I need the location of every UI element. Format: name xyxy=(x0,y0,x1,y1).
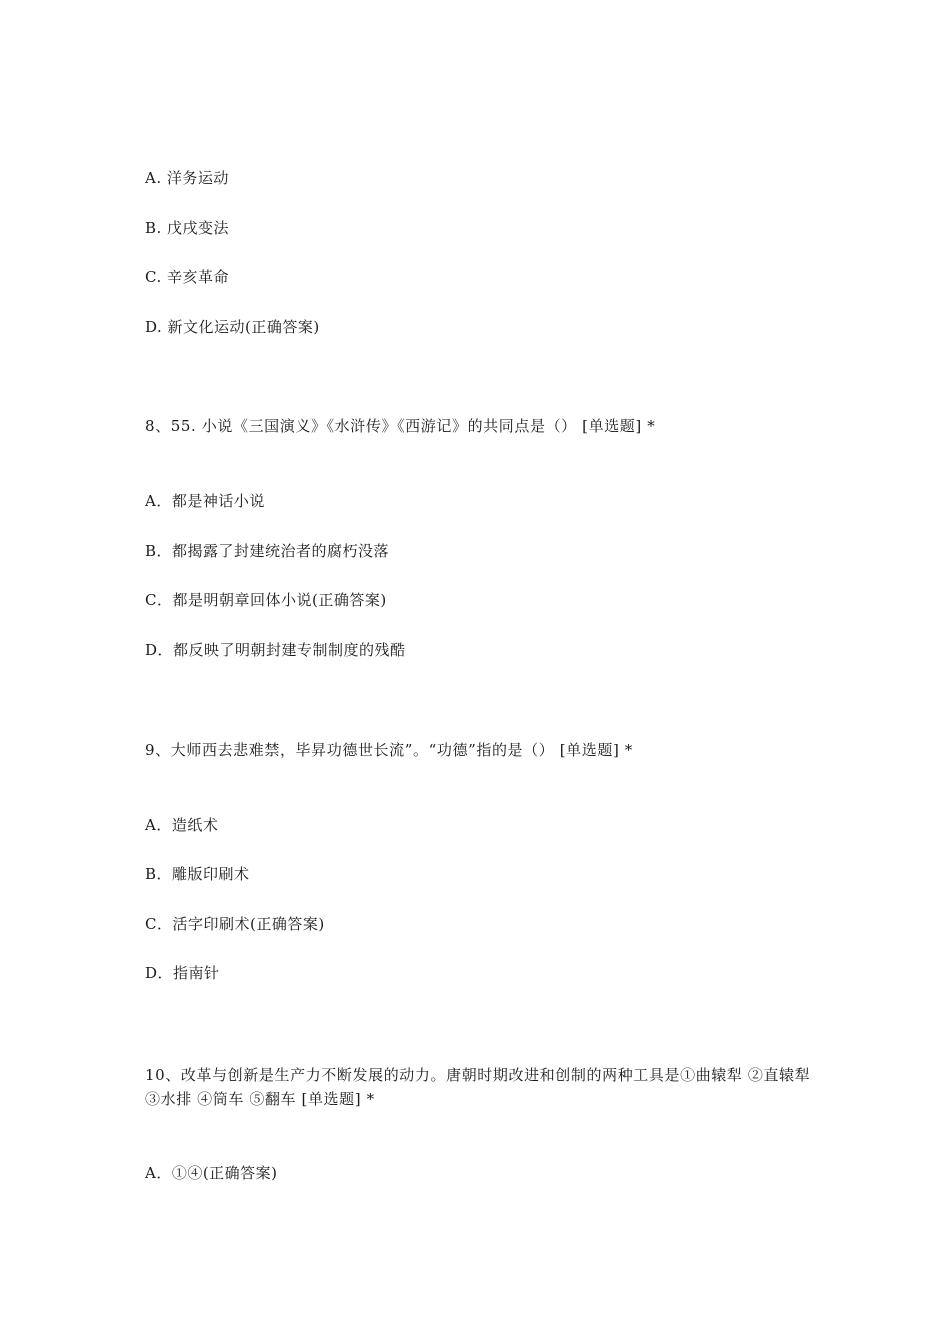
q9-option-d[interactable]: D．指南针 xyxy=(145,964,220,982)
q10-option-a[interactable]: A．①④(正确答案) xyxy=(145,1164,278,1182)
question-8-text: 8、55. 小说《三国演义》《水浒传》《西游记》的共同点是（） [单选题] * xyxy=(145,417,656,435)
question-10-text: 10、改革与创新是生产力不断发展的动力。唐朝时期改进和创制的两种工具是①曲辕犁 ②直辕犁 ③水排 ④筒车 ⑤翻车 [单选题] * xyxy=(145,1066,811,1108)
q8-option-b[interactable]: B．都揭露了封建统治者的腐朽没落 xyxy=(145,542,390,560)
question-9-text: 9、大师西去悲难禁，毕昇功德世长流”。“功德”指的是（） [单选题] * xyxy=(145,741,633,759)
q8-option-d[interactable]: D．都反映了明朝封建专制制度的残酷 xyxy=(145,641,406,659)
prev-option-b[interactable]: B. 戊戌变法 xyxy=(145,219,230,237)
q8-option-c[interactable]: C．都是明朝章回体小说(正确答案) xyxy=(145,591,387,609)
prev-option-c[interactable]: C. 辛亥革命 xyxy=(145,268,229,286)
prev-option-a[interactable]: A. 洋务运动 xyxy=(145,169,229,187)
q8-option-a[interactable]: A．都是神话小说 xyxy=(145,492,265,510)
q9-option-b[interactable]: B．雕版印刷术 xyxy=(145,865,250,883)
q9-option-a[interactable]: A．造纸术 xyxy=(145,816,219,834)
q9-option-c[interactable]: C．活字印刷术(正确答案) xyxy=(145,915,325,933)
prev-option-d[interactable]: D. 新文化运动(正确答案) xyxy=(145,318,320,336)
